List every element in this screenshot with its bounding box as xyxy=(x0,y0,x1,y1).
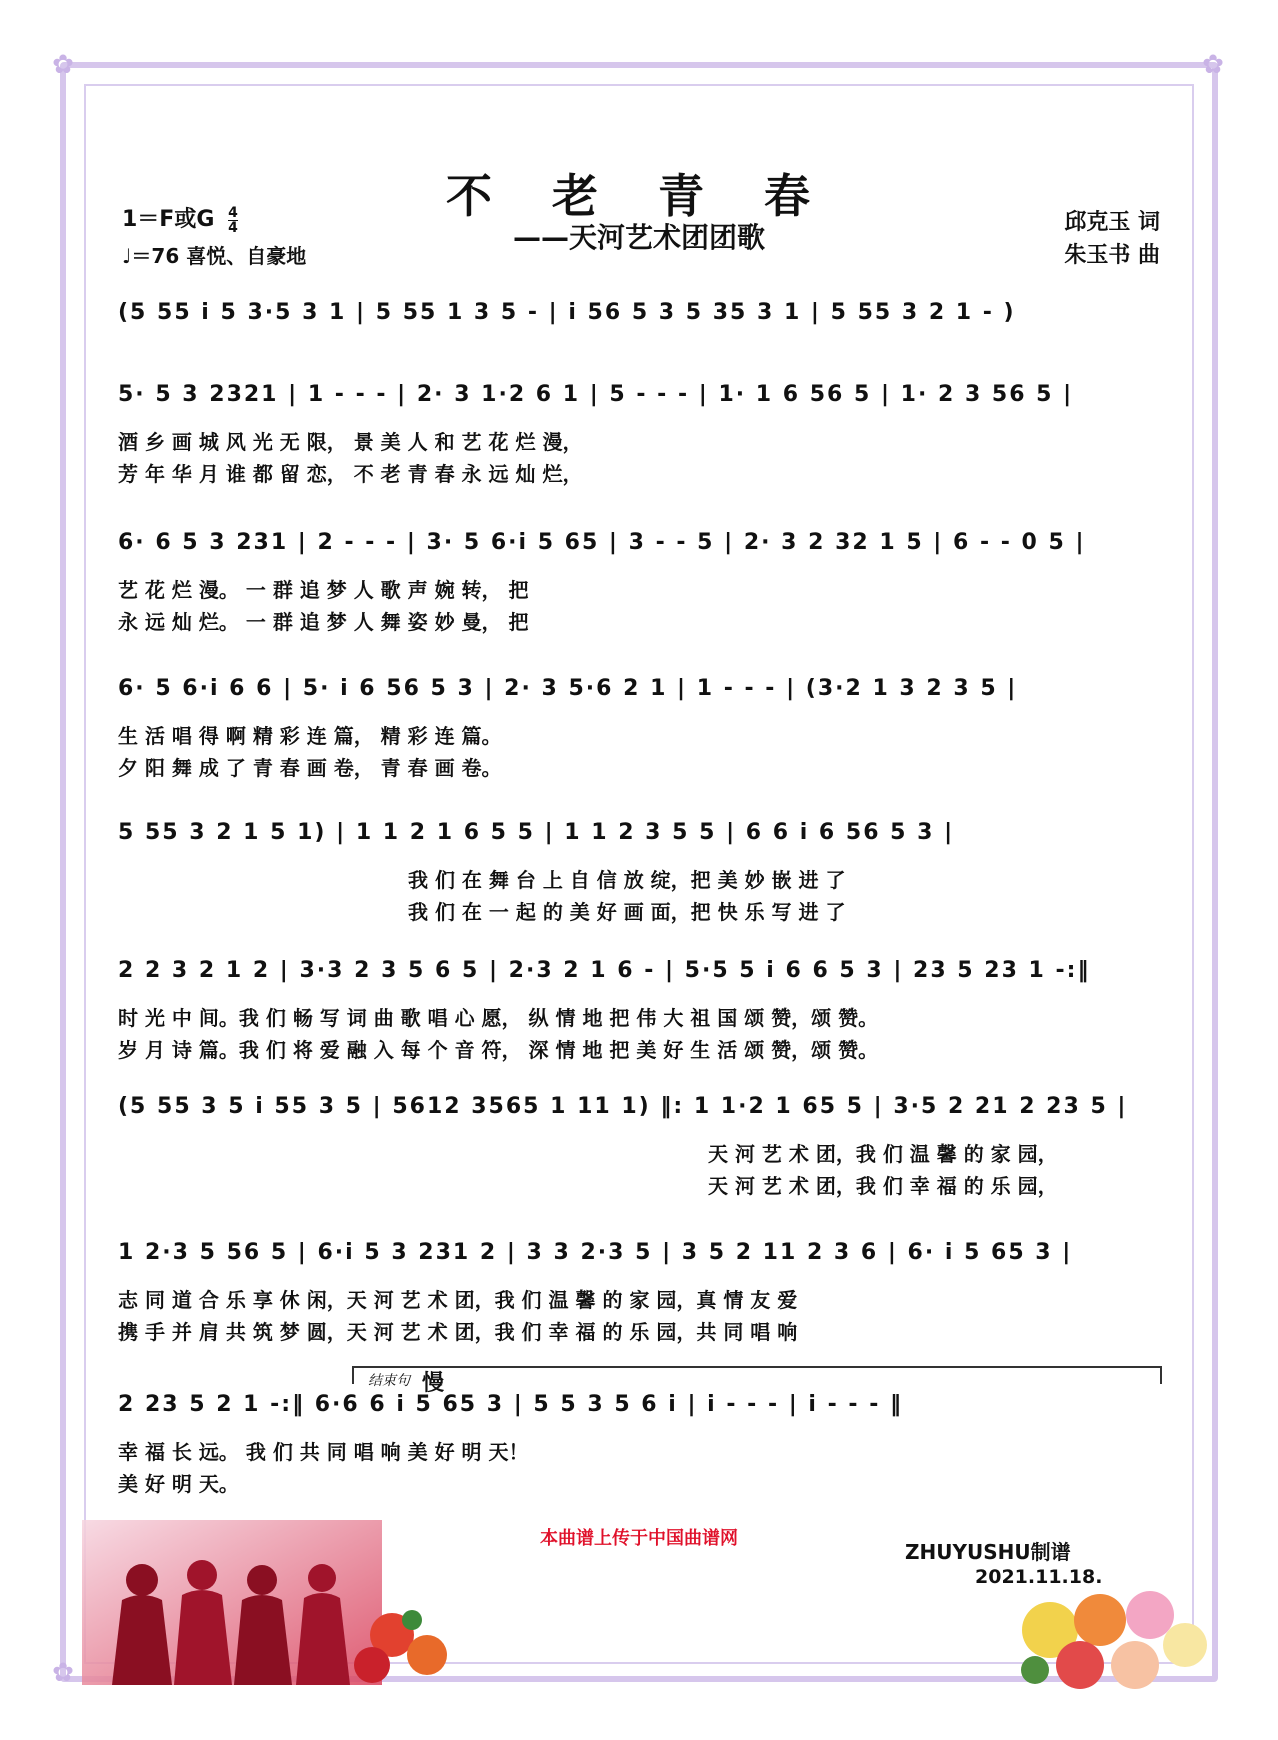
score-line xyxy=(118,1392,1163,1502)
ending-tempo: 慢 xyxy=(422,1371,445,1396)
lyric-row: 岁 月 诗 篇。我 们 将 爱 融 入 每 个 音 符， 深 情 地 把 美 好 生 活 颂 赞，颂 赞。 xyxy=(118,1038,879,1062)
lyric-row: 志 同 道 合 乐 享 休 闲，天 河 艺 术 团，我 们 温 馨 的 家 园，真 情 友 爱 xyxy=(118,1288,798,1312)
score-line xyxy=(118,1240,1163,1350)
song-subtitle: ——天河艺术团团歌 xyxy=(512,221,765,254)
notation-row: 5 55 3 2 1 5 1) | 1 1 2 1 6 5 5 | 1 1 2 3 5 5 | 6 6 i 6 56 5 3 | xyxy=(118,820,955,845)
key-text: 1＝F或G xyxy=(122,207,215,232)
ending-label: 结束句 xyxy=(368,1373,410,1389)
tempo-marking: ♩＝76 喜悦、自豪地 xyxy=(122,244,307,268)
lyric-row: 夕 阳 舞 成 了 青 春 画 卷， 青 春 画 卷。 xyxy=(118,756,502,780)
lyric-row: 时 光 中 间。我 们 畅 写 词 曲 歌 唱 心 愿， 纵 情 地 把 伟 大 祖 国 颂 赞，颂 赞。 xyxy=(118,1006,879,1030)
lyric-row: 携 手 并 肩 共 筑 梦 圆，天 河 艺 术 团，我 们 幸 福 的 乐 园，共 同 唱 响 xyxy=(118,1320,798,1344)
lyric-row: 美 好 明 天。 xyxy=(118,1472,239,1496)
lyric-row: 天 河 艺 术 团，我 们 温 馨 的 家 园， xyxy=(708,1142,1058,1166)
key-signature xyxy=(122,202,238,235)
notation-row: (5 55 3 5 i 55 3 5 | 5612 3565 1 11 1) ‖: 1 1·2 1 65 5 | 3·5 2 21 2 23 5 | xyxy=(118,1094,1128,1119)
notation-row: 6· 5 6·i 6 6 | 5· i 6 56 5 3 | 2· 3 5·6 2 1 | 1 - - - | (3·2 1 3 2 3 5 | xyxy=(118,676,1018,701)
corner-ornament-icon: ✿ xyxy=(52,1658,74,1688)
lyric-row: 幸 福 长 远。 我 们 共 同 唱 响 美 好 明 天！ xyxy=(118,1440,529,1464)
notation-row: 5· 5 3 2321 | 1 - - - | 2· 3 1·2 6 1 | 5 - - - | 1· 1 6 56 5 | 1· 2 3 56 5 | xyxy=(118,382,1074,407)
arrangement-date: 2021.11.18. xyxy=(975,1566,1103,1588)
ending-bracket xyxy=(352,1366,1162,1384)
corner-ornament-icon: ✿ xyxy=(1202,50,1224,80)
notation-row: 2 23 5 2 1 -:‖ 6·6 6 i 5 65 3 | 5 5 3 5 6 i | i - - - | i - - - ‖ xyxy=(118,1392,903,1417)
score-line xyxy=(118,820,1163,930)
composer-credit: 朱玉书 曲 xyxy=(1064,243,1160,268)
lyric-row: 永 远 灿 烂。 一 群 追 梦 人 舞 姿 妙 曼， 把 xyxy=(118,610,529,634)
notation-row: 1 2·3 5 56 5 | 6·i 5 3 231 2 | 3 3 2·3 5 | 3 5 2 11 2 3 6 | 6· i 5 65 3 | xyxy=(118,1240,1073,1265)
lyric-row: 天 河 艺 术 团，我 们 幸 福 的 乐 园， xyxy=(708,1174,1058,1198)
score-line xyxy=(118,300,1163,344)
notation-row: (5 55 i 5 3·5 3 1 | 5 55 1 3 5 - | i 56 5 3 5 35 3 1 | 5 55 3 2 1 - ) xyxy=(118,300,1016,325)
score-line xyxy=(118,958,1163,1068)
dancers-silhouette-image xyxy=(82,1520,462,1685)
lyric-row: 艺 花 烂 漫。 一 群 追 梦 人 歌 声 婉 转， 把 xyxy=(118,578,529,602)
notation-row: 6· 6 5 3 231 | 2 - - - | 3· 5 6·i 5 65 | 3 - - 5 | 2· 3 2 32 1 5 | 6 - - 0 5 | xyxy=(118,530,1086,555)
time-top: 4 xyxy=(228,204,238,221)
notation-row: 2 2 3 2 1 2 | 3·3 2 3 5 6 5 | 2·3 2 1 6 - | 5·5 5 i 6 6 5 3 | 23 5 23 1 -:‖ xyxy=(118,958,1091,983)
time-signature xyxy=(228,206,238,235)
roses-image xyxy=(1010,1570,1210,1690)
upload-source-note: 本曲谱上传于中国曲谱网 xyxy=(540,1528,738,1549)
arranger-credit: ZHUYUSHU制谱 xyxy=(905,1540,1071,1564)
score-line xyxy=(118,676,1163,786)
lyric-row: 我 们 在 一 起 的 美 好 画 面，把 快 乐 写 进 了 xyxy=(408,900,846,924)
lyricist-credit: 邱克玉 词 xyxy=(1064,210,1160,235)
lyric-row: 我 们 在 舞 台 上 自 信 放 绽，把 美 妙 嵌 进 了 xyxy=(408,868,846,892)
lyric-row: 生 活 唱 得 啊 精 彩 连 篇， 精 彩 连 篇。 xyxy=(118,724,502,748)
score-line xyxy=(118,530,1163,640)
lyric-row: 芳 年 华 月 谁 都 留 恋， 不 老 青 春 永 远 灿 烂， xyxy=(118,462,583,486)
score-line xyxy=(118,382,1163,492)
corner-ornament-icon: ✿ xyxy=(52,50,74,80)
lyric-row: 酒 乡 画 城 风 光 无 限， 景 美 人 和 艺 花 烂 漫， xyxy=(118,430,583,454)
time-bottom: 4 xyxy=(228,219,238,236)
song-title: 不 老 青 春 xyxy=(445,169,833,223)
score-line xyxy=(118,1094,1163,1204)
